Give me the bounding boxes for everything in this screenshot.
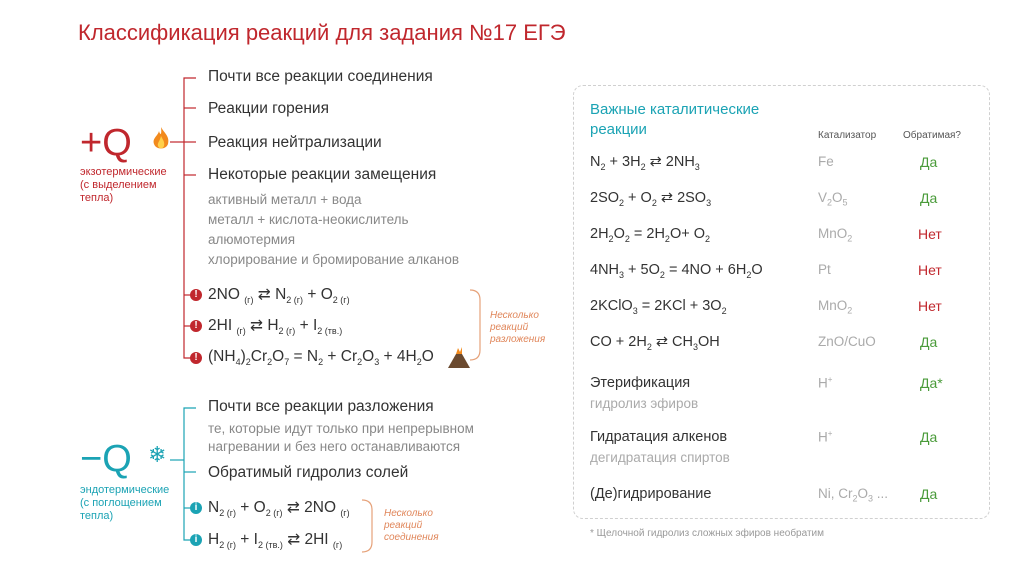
exo-item: Реакции горения: [208, 100, 329, 117]
combination-note: [384, 508, 439, 544]
reversible-value: Да: [920, 486, 938, 502]
page-title: Классификация реакций для задания №17 ЕГЭ: [78, 20, 566, 45]
substitution-subitems: [208, 190, 459, 270]
process-reverse: гидролиз эфиров: [590, 396, 699, 411]
catalyst-value: H+: [818, 429, 833, 445]
note-line: Несколько: [490, 310, 539, 321]
reaction-equation: $4NH_3 + 5O_2 = 4NO + 6H_2O$: [590, 262, 763, 280]
exo-item: Некоторые реакции замещения: [208, 166, 437, 183]
warning-icon: !: [190, 352, 202, 364]
endo-symbol: −Q: [80, 438, 132, 480]
reaction-hi-decomp: 2HI $_{(г)}$ ⇄ $H_{2 (г)} + I_{2 (тв.)}$: [208, 317, 343, 337]
reaction-equation: $2SO_2 + O_2$ ⇄ $2SO_3$: [590, 190, 712, 208]
panel-title-line: реакции: [590, 121, 647, 138]
catalyst-value: Fe: [818, 154, 834, 169]
panel-title-line: Важные каталитические: [590, 101, 760, 118]
endo-item: Обратимый гидролиз солей: [208, 464, 409, 481]
subitem: хлорирование и бромирование алканов: [208, 252, 460, 267]
note-line: реакций: [384, 520, 423, 531]
exo-item: Почти все реакции соединения: [208, 68, 433, 85]
info-icon: i: [190, 502, 202, 514]
reversible-value: Нет: [918, 226, 942, 242]
catalyst-value: ZnO/CuO: [818, 334, 876, 349]
reversible-value: Да: [920, 154, 938, 170]
exo-desc-line: (с выделением: [80, 179, 157, 191]
catalyst-value: Ni, $Cr_2O_3$ ...: [818, 486, 889, 504]
catalyst-value: Pt: [818, 262, 831, 277]
volcano-icon: [446, 344, 472, 370]
endo-desc-line: эндотермические: [80, 484, 170, 496]
reaction-no-decomp: 2NO $_{(г)}$ ⇄ $N_{2 (г)} + O_{2 (г)}$: [208, 286, 350, 306]
note-line: разложения: [490, 334, 546, 345]
catalyst-value: $V_2O_5$: [818, 190, 848, 208]
process-name: (Де)гидрирование: [590, 486, 712, 502]
process-name: Этерификация: [590, 375, 691, 391]
subitem: активный металл + вода: [208, 192, 362, 207]
warning-icon: !: [190, 289, 202, 301]
reaction-dichromate: $(NH_4)_2Cr_2O_7 = N_2 + Cr_2O_3 + 4H_2O$: [208, 348, 434, 368]
panel-title: [590, 100, 759, 140]
reversible-value: Нет: [918, 298, 942, 314]
reaction-equation: 2KClO$_3$ = $2KCl + 3O_2$: [590, 298, 727, 316]
reversible-value: Нет: [918, 262, 942, 278]
col-reversible-header: Обратимая?: [903, 130, 961, 141]
flame-icon: [150, 126, 172, 152]
warning-icon: !: [190, 320, 202, 332]
endo-description: [80, 484, 169, 523]
endo-desc-line: тепла): [80, 510, 114, 522]
reaction-equation: $N_2 + 3H_2$ ⇄ $2NH_3$: [590, 154, 700, 172]
decomp-subitems: [208, 420, 474, 456]
subitem: нагревании и без него останавливаются: [208, 439, 461, 454]
col-catalyst-header: Катализатор: [818, 130, 877, 141]
info-icon: i: [190, 534, 202, 546]
reaction-equation: CO + $2H_2$ ⇄ $CH_3OH$: [590, 334, 720, 352]
process-reverse: дегидратация спиртов: [590, 450, 730, 465]
exo-description: [80, 166, 167, 205]
subitem: металл + кислота-неокислитель: [208, 212, 409, 227]
subitem: те, которые идут только при непрерывном: [208, 421, 474, 436]
reaction-equation: $2H_2O_2 = 2H_2O+ O_2$: [590, 226, 711, 244]
reversible-value: Да: [920, 429, 938, 445]
catalyst-value: MnO$_2$: [818, 226, 853, 244]
note-line: Несколько: [384, 508, 433, 519]
footnote: * Щелочной гидролиз сложных эфиров необратим: [590, 528, 824, 539]
reaction-no-form: $N_{2 (г)} + O_{2 (г)}$ ⇄ 2NO $_{(г)}$: [208, 499, 350, 519]
process-name: Гидратация алкенов: [590, 429, 728, 445]
reversible-value: Да: [920, 190, 938, 206]
reversible-value: Да*: [920, 375, 943, 391]
note-line: соединения: [384, 532, 439, 543]
exo-desc-line: тепла): [80, 192, 114, 204]
snowflake-icon: ❄: [148, 442, 167, 467]
decomp-note: [490, 310, 545, 346]
note-line: реакций: [490, 322, 529, 333]
endo-item: Почти все реакции разложения: [208, 398, 434, 415]
catalyst-value: H+: [818, 375, 833, 391]
subitem: алюмотермия: [208, 232, 296, 247]
endo-desc-line: (с поглощением: [80, 497, 162, 509]
exo-symbol: +Q: [80, 122, 132, 164]
reaction-hi-form: $H_{2 (г)} + I_{2 (тв.)}$ ⇄ 2HI $_{(г)}$: [208, 531, 343, 551]
exo-item: Реакция нейтрализации: [208, 134, 382, 151]
reversible-value: Да: [920, 334, 938, 350]
catalyst-value: MnO$_2$: [818, 298, 853, 316]
exo-desc-line: экзотермические: [80, 166, 167, 178]
